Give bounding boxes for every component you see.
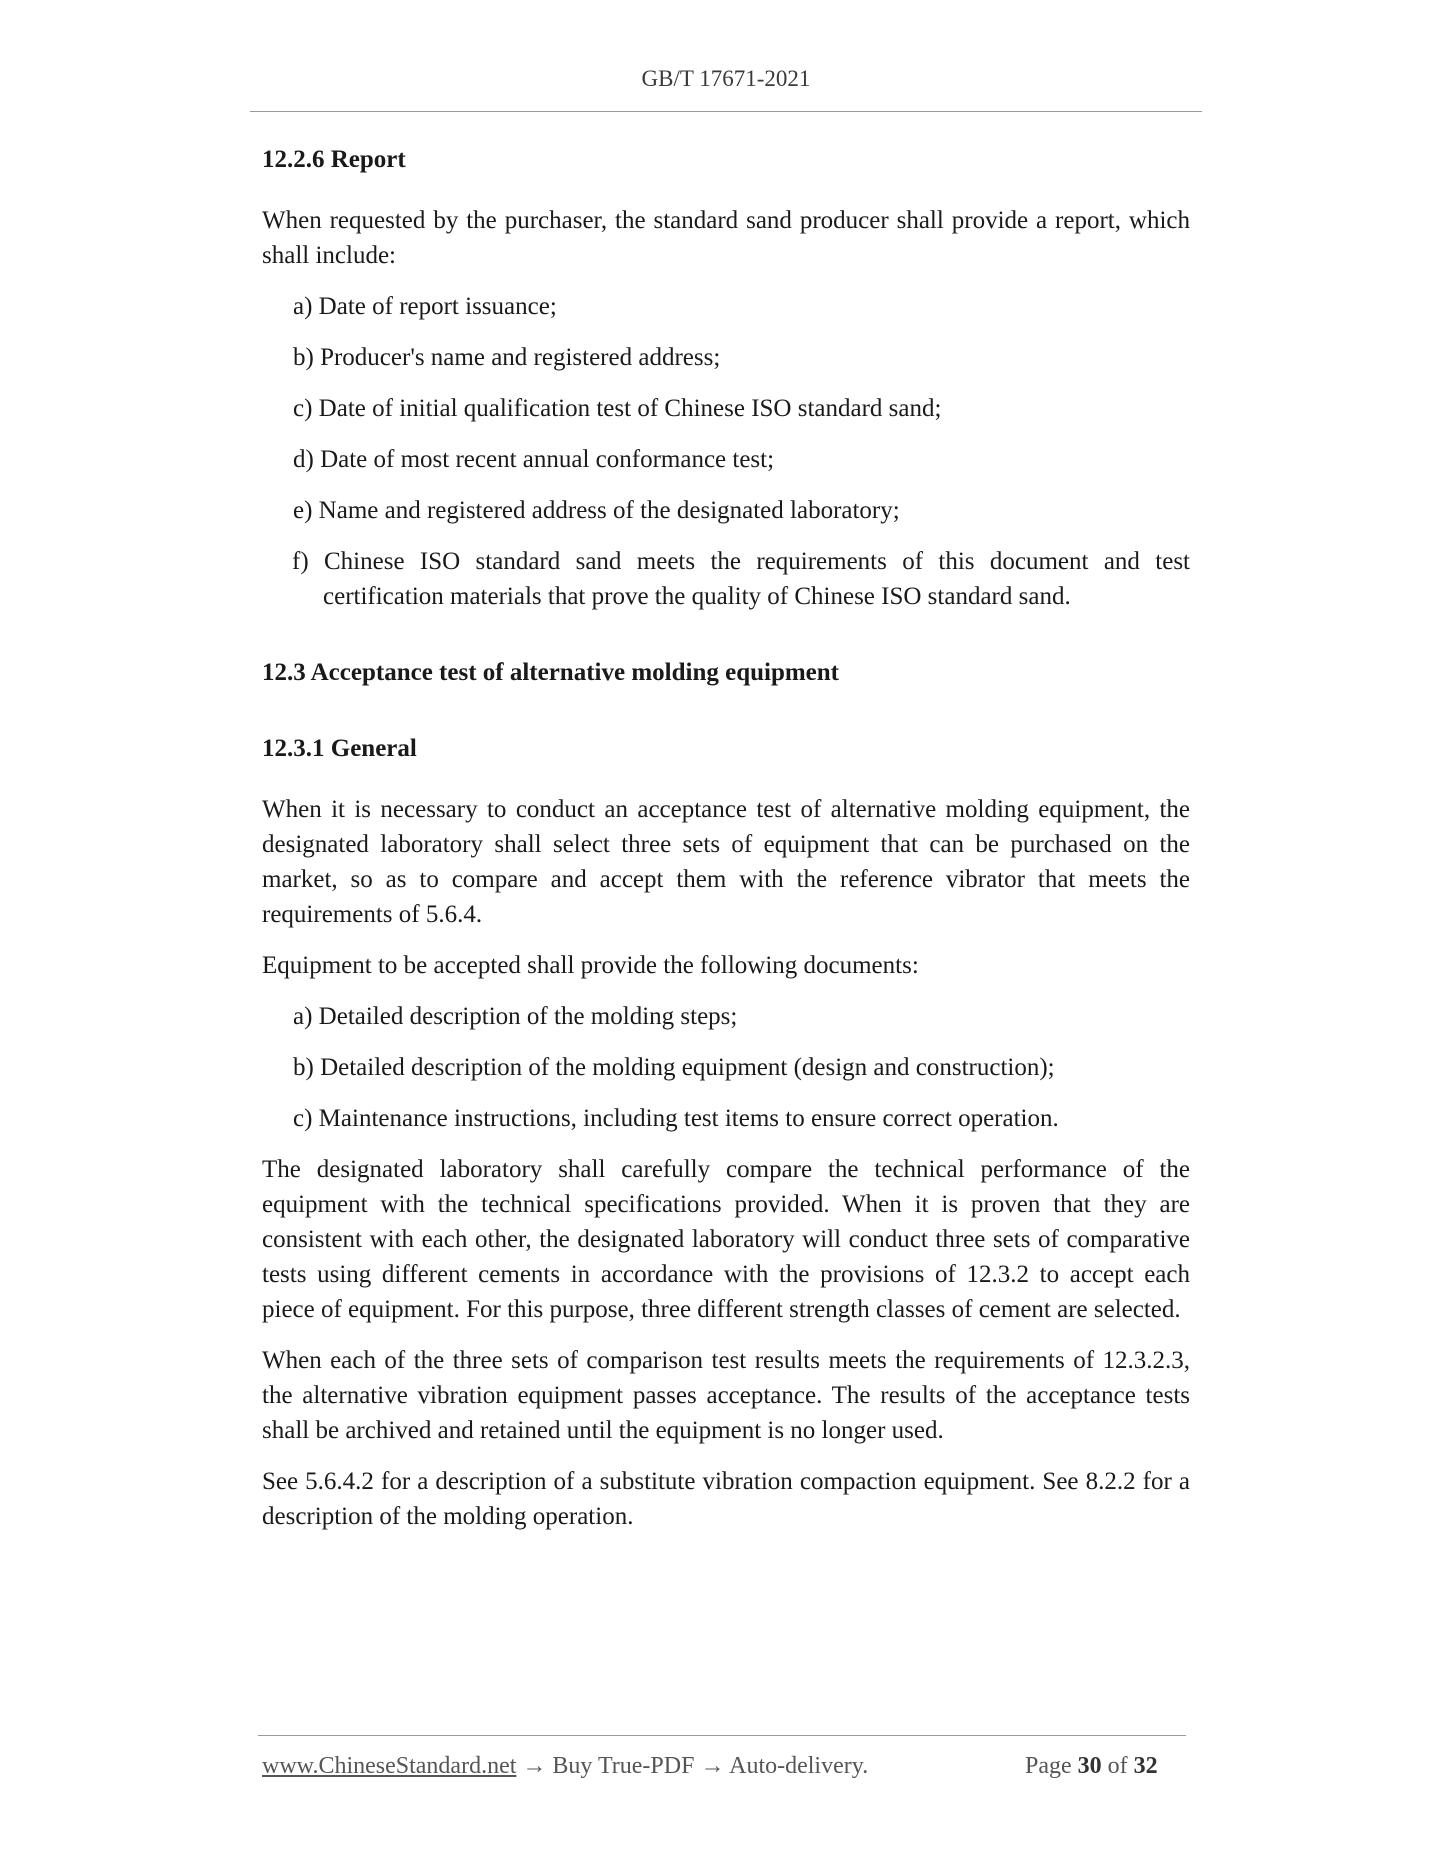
general-paragraph-5: See 5.6.4.2 for a description of a substitute vibration compaction equipment. See 8.2.2 for a description of the molding operation. [262, 1468, 1190, 1530]
header-divider [250, 111, 1202, 112]
heading-12-3-1: 12.3.1 General [262, 735, 417, 762]
report-item-b: b) Producer's name and registered address; [293, 344, 721, 371]
current-page-number: 30 [1077, 1753, 1102, 1779]
page-of-label: of [1107, 1753, 1128, 1779]
general-paragraph-2: Equipment to be accepted shall provide the following documents: [262, 952, 919, 979]
general-paragraph-1: When it is necessary to conduct an acceptance test of alternative molding equipment, the designated laboratory shall select three sets of equipment that can be purchased on the market, so as to compare and accept them with the reference vibrator that meets the requirements of 5.6.4. [262, 796, 1190, 928]
heading-12-2-6: 12.2.6 Report [262, 146, 406, 173]
report-item-a: a) Date of report issuance; [293, 293, 557, 320]
page-content [262, 142, 1190, 1534]
report-item-d: d) Date of most recent annual conformance test; [293, 446, 775, 473]
report-intro-paragraph: When requested by the purchaser, the standard sand producer shall provide a report, which shall include: [262, 207, 1190, 269]
footer-promo [262, 1753, 868, 1780]
document-item-a: a) Detailed description of the molding steps; [293, 1003, 738, 1030]
page-label: Page [1025, 1753, 1072, 1779]
report-item-f: f) Chinese ISO standard sand meets the requirements of this document and test certification materials that prove the quality of Chinese ISO standard sand. [292, 548, 1190, 610]
document-item-c: c) Maintenance instructions, including test items to ensure correct operation. [293, 1105, 1059, 1132]
report-item-e: e) Name and registered address of the designated laboratory; [293, 497, 900, 524]
general-paragraph-3: The designated laboratory shall carefully compare the technical performance of the equipment with the technical specifications provided. When it is proven that they are consistent with each other, the designated laboratory will conduct three sets of comparative tests using different cements in accordance with the provisions of 12.3.2 to accept each piece of equipment. For this purpose, three different strength classes of cement are selected. [262, 1156, 1190, 1323]
site-link[interactable]: www.ChineseStandard.net [262, 1753, 517, 1779]
document-code-header: GB/T 17671-2021 [641, 66, 811, 91]
report-item-c: c) Date of initial qualification test of Chinese ISO standard sand; [293, 395, 942, 422]
document-item-b: b) Detailed description of the molding equipment (design and construction); [293, 1054, 1055, 1081]
general-paragraph-4: When each of the three sets of comparison test results meets the requirements of 12.3.2.3, the alternative vibration equipment passes acceptance. The results of the acceptance tests shall be archived and retained until the equipment is no longer used. [262, 1347, 1190, 1444]
page-indicator [1025, 1753, 1158, 1780]
footer-divider [258, 1735, 1186, 1736]
promo-text: → Buy True-PDF → Auto-delivery. [516, 1753, 869, 1779]
heading-12-3: 12.3 Acceptance test of alternative molding equipment [262, 659, 840, 686]
total-pages-number: 32 [1133, 1753, 1158, 1779]
